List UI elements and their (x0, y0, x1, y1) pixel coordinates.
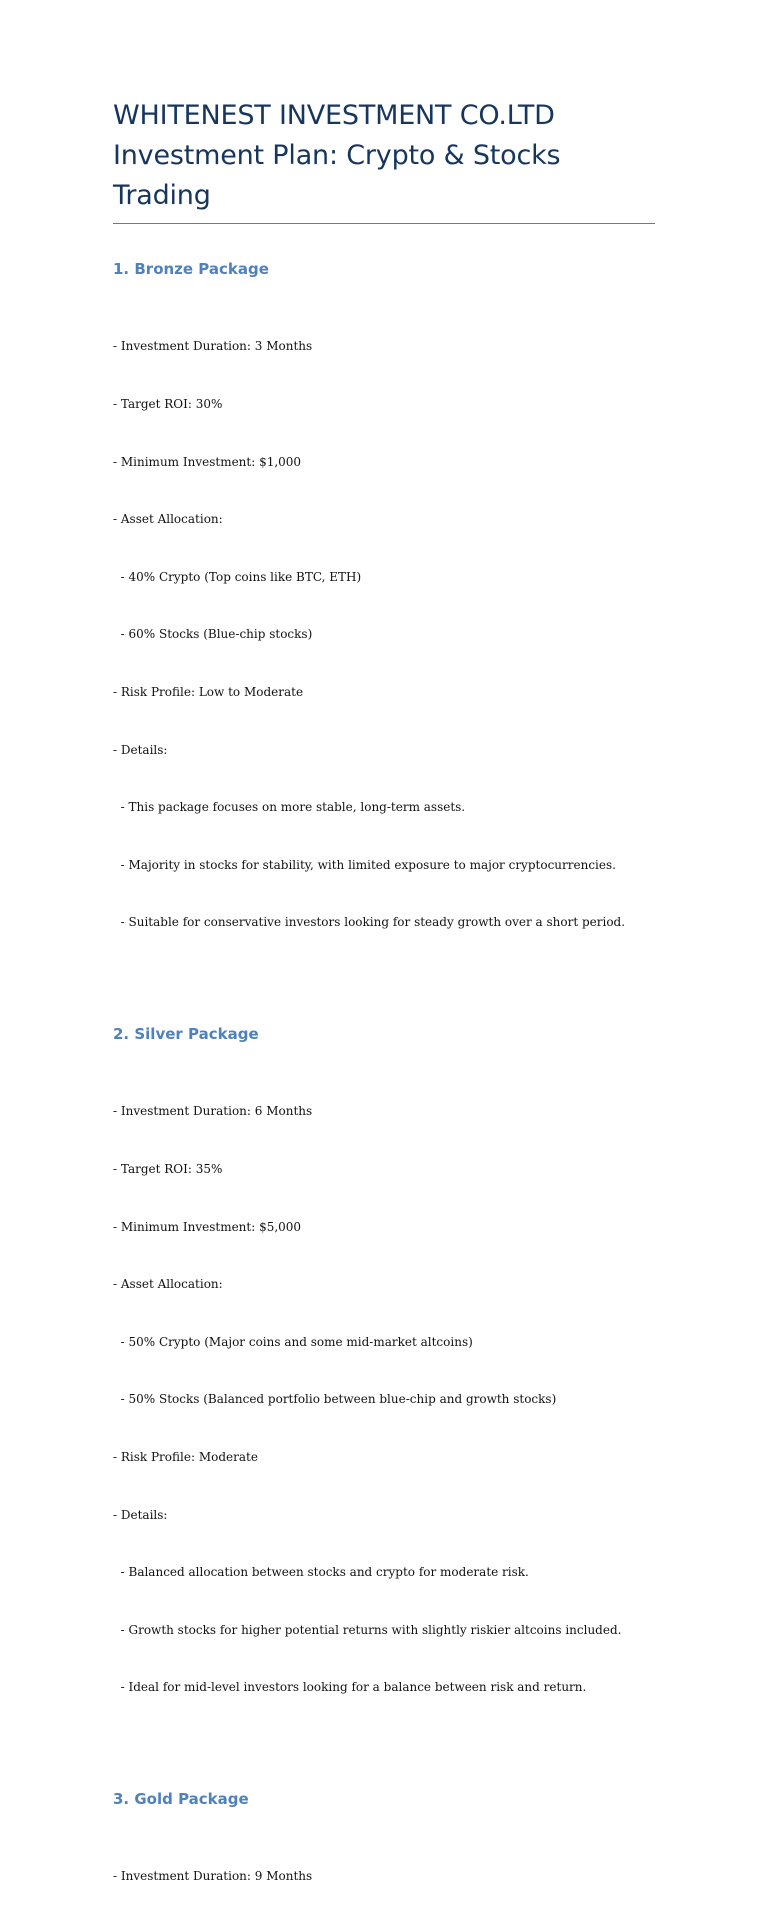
section-heading: 1. Bronze Package (113, 260, 269, 278)
detail-line: - Minimum Investment: $5,000 (113, 1219, 302, 1234)
document-page (113, 96, 658, 1925)
detail-line: - Asset Allocation: (113, 1277, 223, 1292)
detail-line: - Majority in stocks for stability, with limited exposure to major cryptocurrencies. (113, 857, 616, 872)
package-details-list (113, 1064, 658, 1736)
detail-line: - 60% Stocks (Blue-chip stocks) (113, 627, 313, 642)
bronze-package-section (113, 259, 658, 971)
title-underline-divider (113, 223, 655, 224)
section-heading: 2. Silver Package (113, 1024, 259, 1043)
detail-line: - This package focuses on more stable, long-term assets. (113, 800, 466, 815)
document-title (113, 96, 658, 216)
detail-line: - Minimum Investment: $1,000 (113, 454, 302, 469)
detail-line: - Target ROI: 30% (113, 397, 223, 411)
detail-line: - Ideal for mid-level investors looking for a balance between risk and return. (113, 1680, 587, 1695)
package-details-list (113, 1829, 658, 1925)
silver-package-section (113, 1024, 658, 1736)
detail-line: - Balanced allocation between stocks and crypto for moderate risk. (113, 1565, 529, 1580)
detail-line: - Investment Duration: 6 Months (113, 1104, 313, 1119)
detail-line: - Investment Duration: 3 Months (113, 339, 313, 354)
gold-package-section (113, 1789, 658, 1925)
detail-line: - Risk Profile: Low to Moderate (113, 684, 304, 699)
detail-line: - Asset Allocation: (113, 512, 223, 527)
title-line: Investment Plan: Crypto & Stocks (113, 140, 561, 171)
detail-line: - Target ROI: 35% (113, 1161, 223, 1176)
section-heading: 3. Gold Package (113, 1789, 249, 1808)
detail-line: - 50% Stocks (Balanced portfolio between blue-chip and growth stocks) (113, 1392, 557, 1407)
detail-line: - Details: (113, 742, 168, 757)
detail-line: - 50% Crypto (Major coins and some mid-market altcoins) (113, 1334, 473, 1349)
detail-line: - Suitable for conservative investors looking for steady growth over a short period. (113, 915, 626, 930)
detail-line: - 40% Crypto (Top coins like BTC, ETH) (113, 569, 362, 584)
title-line: WHITENEST INVESTMENT CO.LTD (113, 100, 555, 131)
detail-line: - Risk Profile: Moderate (113, 1449, 258, 1464)
detail-line: - Details: (113, 1507, 168, 1522)
package-details-list (113, 299, 658, 971)
title-line: Trading (113, 180, 211, 211)
detail-line: - Growth stocks for higher potential returns with slightly riskier altcoins included. (113, 1622, 622, 1637)
detail-line: - Investment Duration: 9 Months (113, 1869, 313, 1884)
